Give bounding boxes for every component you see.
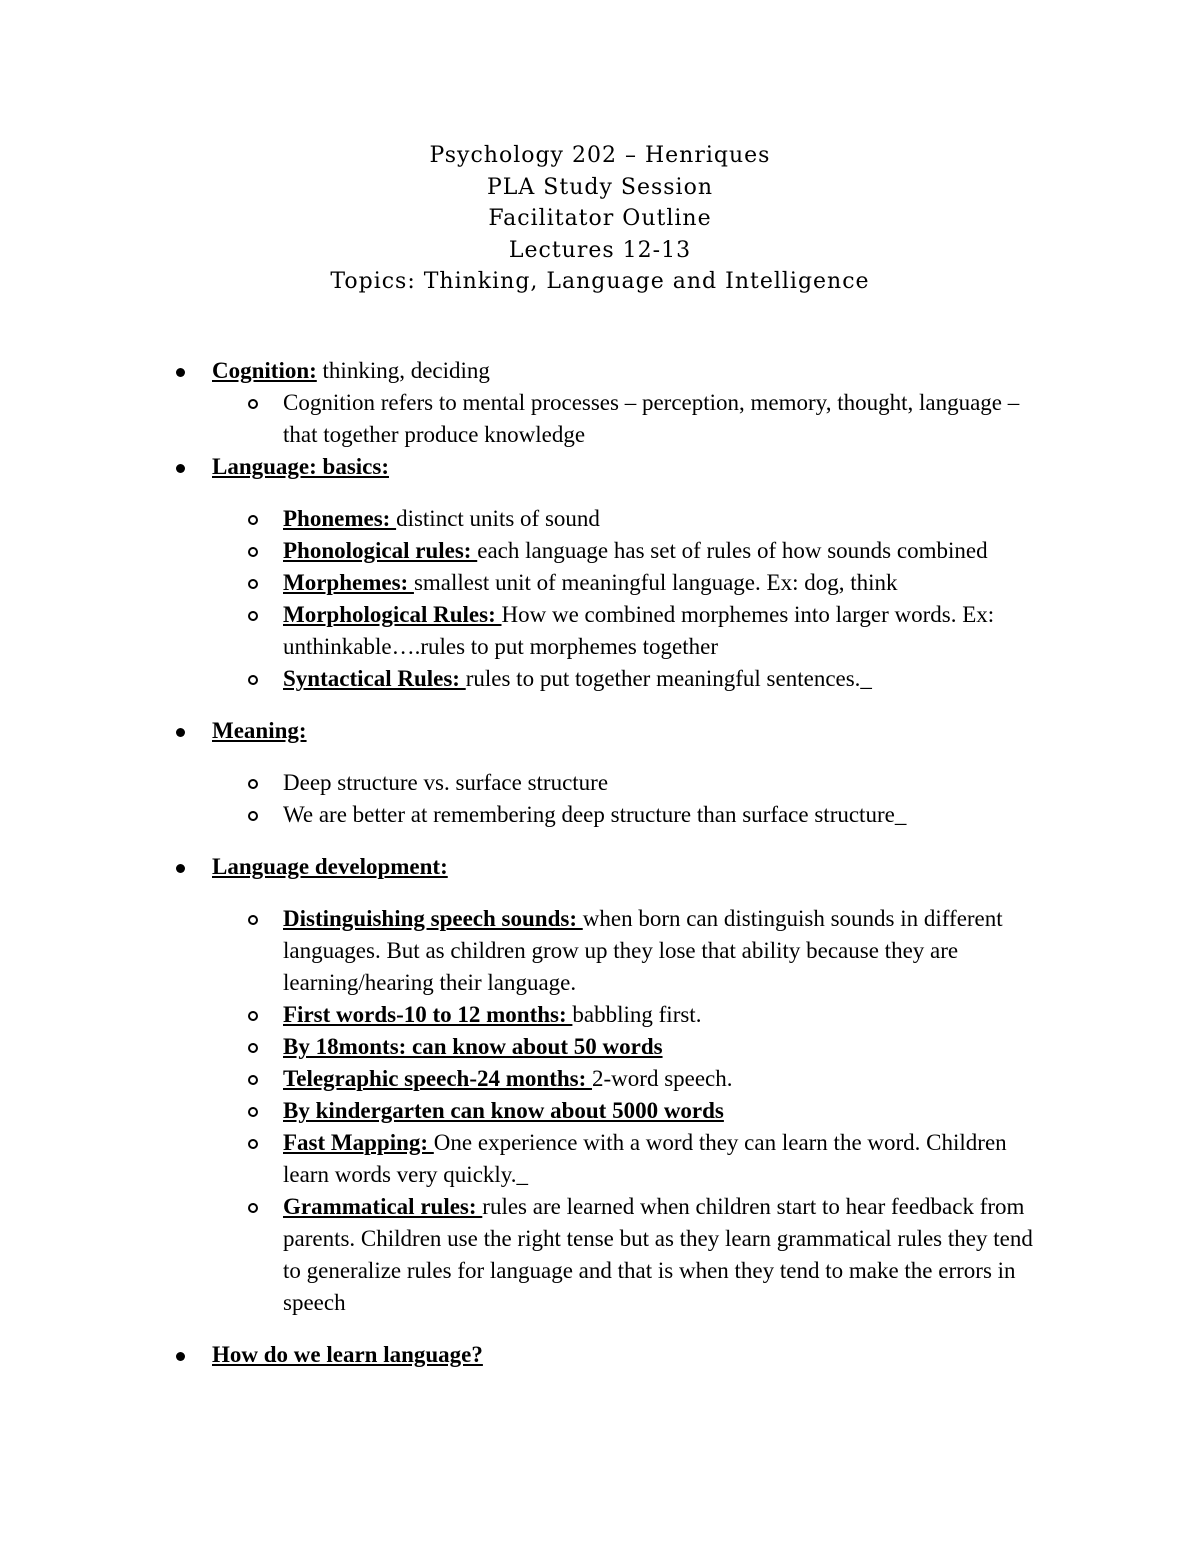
outline-subitem	[0, 1127, 1048, 1191]
circle-bullet-icon	[248, 1043, 258, 1053]
outline-subitem	[0, 535, 1048, 567]
circle-bullet-icon	[248, 1011, 258, 1021]
outline-subitem	[0, 767, 1048, 799]
outline-body	[0, 355, 1200, 1371]
outline-term: Language: basics:	[212, 454, 389, 479]
outline-subitem	[0, 1191, 1048, 1319]
outline-text: We are better at remembering deep structure than surface structure_	[283, 802, 907, 827]
circle-bullet-icon	[248, 1203, 258, 1213]
session-title: PLA Study Session	[487, 174, 713, 200]
outline-text: thinking, deciding	[316, 358, 490, 383]
circle-bullet-icon	[248, 547, 258, 557]
bullet-icon	[176, 864, 185, 873]
circle-bullet-icon	[248, 611, 258, 621]
outline-subitem	[0, 663, 1048, 695]
outline-term: Meaning:	[212, 718, 307, 743]
outline-item-language-basics	[0, 451, 1200, 483]
outline-text: Deep structure vs. surface structure	[283, 770, 609, 795]
course-title: Psychology 202 – Henriques	[429, 143, 771, 168]
outline-text: One experience with a word they can learn the word. Children learn words very quickly._	[283, 1130, 1007, 1187]
outline-text: Cognition refers to mental processes – perception, memory, thought, language – that together produce knowledge	[283, 390, 1020, 447]
outline-subitem	[0, 1063, 1048, 1095]
outline-item-language-development	[0, 851, 1200, 883]
outline-text: rules are learned when children start to hear feedback from parents. Children use the right tense but as they learn grammatical rules they tend to generalize rules for language and that is when they tend to make the errors in speech	[283, 1194, 1033, 1315]
circle-bullet-icon	[248, 1075, 258, 1085]
outline-text: when born can distinguish sounds in different languages. But as children grow up they lose that ability because they are learning/hearing their language.	[283, 906, 1003, 995]
document-header	[0, 140, 1200, 298]
outline-term: Morphological Rules:	[283, 602, 502, 627]
outline-subitem	[0, 387, 1048, 451]
outline-term: Language development:	[212, 854, 448, 879]
outline-item-cognition	[0, 355, 1200, 387]
circle-bullet-icon	[248, 515, 258, 525]
bullet-icon	[176, 368, 185, 377]
outline-text: each language has set of rules of how sounds combined	[477, 538, 988, 563]
outline-subitem	[0, 903, 1048, 999]
outline-term: Distinguishing speech sounds:	[283, 906, 583, 931]
outline-term: Telegraphic speech-24 months:	[283, 1066, 593, 1091]
circle-bullet-icon	[248, 811, 258, 821]
outline-subitem	[0, 999, 1048, 1031]
outline-term: Phonemes:	[283, 506, 397, 531]
circle-bullet-icon	[248, 779, 258, 789]
outline-term: How do we learn language?	[212, 1342, 483, 1367]
lectures-line: Lectures 12-13	[508, 237, 692, 263]
outline-term: Fast Mapping:	[283, 1130, 434, 1155]
circle-bullet-icon	[248, 1107, 258, 1117]
outline-term: By kindergarten can know about 5000 words	[283, 1098, 724, 1123]
outline-term: First words-10 to 12 months:	[283, 1002, 573, 1027]
outline-text: How we combined morphemes into larger words. Ex: unthinkable….rules to put morphemes together	[283, 602, 995, 659]
topics-line: Topics: Thinking, Language and Intelligence	[330, 269, 870, 294]
circle-bullet-icon	[248, 915, 258, 925]
bullet-icon	[176, 728, 185, 737]
circle-bullet-icon	[248, 1139, 258, 1149]
circle-bullet-icon	[248, 579, 258, 589]
outline-text: distinct units of sound	[396, 506, 600, 531]
outline-text: rules to put together meaningful sentences._	[465, 666, 872, 691]
outline-text: 2-word speech.	[592, 1066, 733, 1091]
bullet-icon	[176, 464, 185, 473]
outline-subitem	[0, 503, 1048, 535]
outline-term: Cognition:	[212, 358, 317, 383]
outline-title: Facilitator Outline	[488, 206, 712, 231]
outline-term: Phonological rules:	[283, 538, 478, 563]
bullet-icon	[176, 1352, 185, 1361]
circle-bullet-icon	[248, 399, 258, 409]
outline-text: babbling first.	[572, 1002, 702, 1027]
outline-term: Syntactical Rules:	[283, 666, 466, 691]
outline-subitem	[0, 599, 1048, 663]
outline-term: By 18monts: can know about 50 words	[283, 1034, 663, 1059]
outline-item-how-learn	[0, 1339, 1200, 1371]
circle-bullet-icon	[248, 675, 258, 685]
outline-text: smallest unit of meaningful language. Ex: dog, think	[413, 570, 898, 595]
outline-subitem	[0, 1095, 1048, 1127]
outline-term: Morphemes:	[283, 570, 414, 595]
outline-item-meaning	[0, 715, 1200, 747]
outline-subitem	[0, 567, 1048, 599]
outline-subitem	[0, 1031, 1048, 1063]
outline-subitem	[0, 799, 1048, 831]
outline-term: Grammatical rules:	[283, 1194, 483, 1219]
